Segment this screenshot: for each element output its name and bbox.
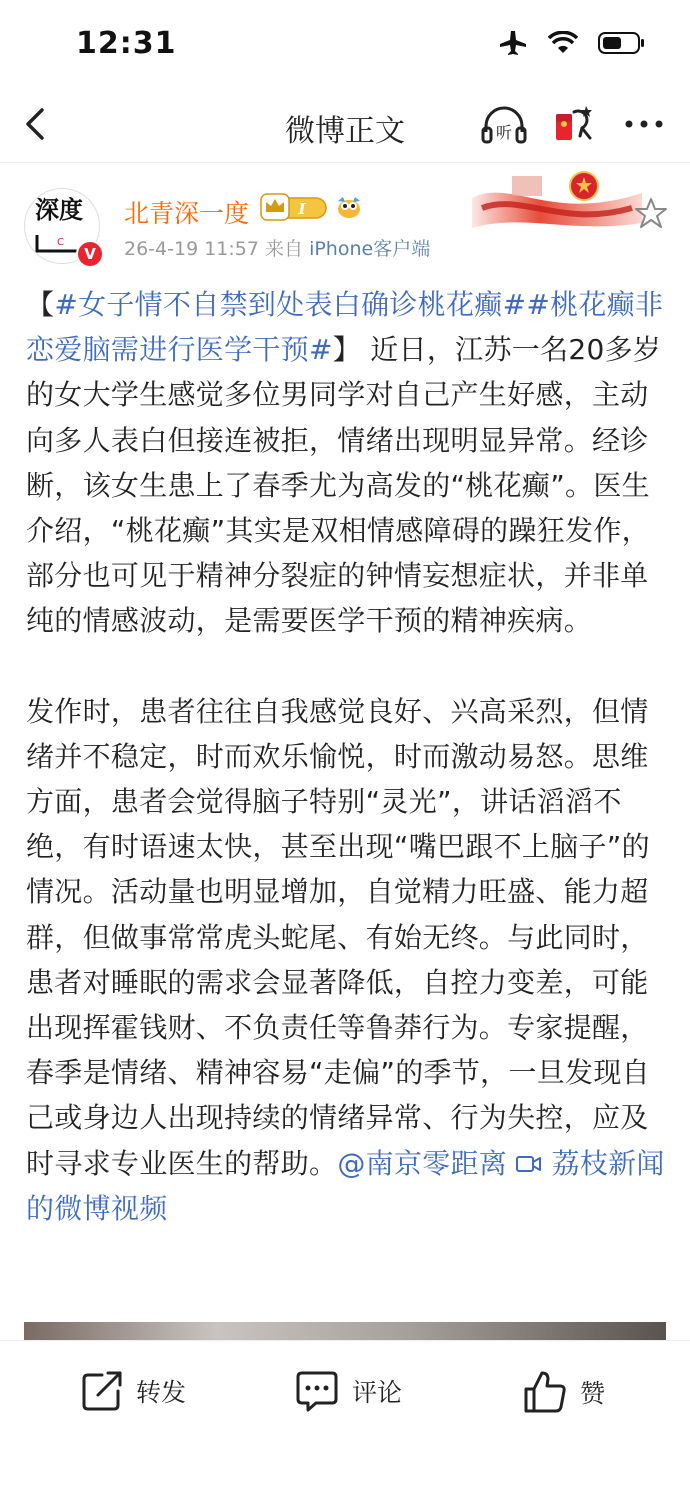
post-timestamp: 26-4-19 11:57 [124,238,259,260]
level-badge-label: I [298,200,306,218]
listen-button[interactable] [480,102,528,146]
paragraph-gap [26,644,666,689]
topic-bracket-close: 】 [332,333,362,367]
post-paragraph-2 [26,689,666,1231]
listen-label: 听 [495,123,513,142]
status-time: 12:31 [76,26,177,61]
author-header [0,162,690,272]
status-bar [0,0,690,90]
wifi-icon [548,31,578,59]
red-packet-button[interactable] [550,102,598,146]
comment-label: 评论 [352,1378,403,1407]
repost-button[interactable] [80,1369,186,1413]
fish-mascot-badge-icon[interactable] [334,193,364,221]
avatar-logo-text: 深度 [35,195,83,224]
svg-text:C: C [57,237,64,248]
repost-icon [80,1369,124,1413]
video-camera-icon [516,1154,542,1174]
comment-icon [294,1369,340,1413]
favorite-button[interactable] [634,196,668,230]
more-button[interactable] [620,102,668,146]
post-paragraph-1 [26,282,666,644]
more-icon [624,119,664,129]
repost-label: 转发 [136,1378,187,1407]
status-icons [498,30,646,60]
verified-badge: V [76,240,104,268]
topic-link-2[interactable]: #桃花癫非恋爱脑需进行医学干预# [26,288,664,367]
action-bar [0,1340,690,1494]
nav-bar [0,90,690,163]
post-source[interactable]: iPhone客户端 [309,238,431,260]
topic-link-1[interactable]: #女子情不自禁到处表白确诊桃花癫# [54,288,527,321]
comment-button[interactable] [294,1369,402,1413]
post-meta [124,234,430,261]
post-body [26,282,666,1231]
topic-bracket-open: 【 [26,288,55,321]
page-title: 微博正文 [285,114,405,149]
source-prefix: 来自 [265,238,304,260]
author-badges [260,192,364,222]
star-icon [634,196,668,230]
mention-link[interactable]: @南京零距离 [337,1146,508,1180]
like-label: 赞 [580,1379,606,1408]
like-button[interactable] [522,1369,605,1415]
video-link[interactable]: 荔枝新闻的微博视频 [26,1146,665,1225]
flag-banner-decoration [472,168,642,234]
crown-level-badge-icon[interactable] [260,192,328,222]
headphones-listen-icon [480,102,528,146]
video-thumbnail-preview[interactable] [24,1322,666,1340]
author-name[interactable]: 北青深一度 [124,199,250,228]
post-paragraph-1-text: 近日，江苏一名20多岁的女大学生感觉多位男同学对自己产生好感，主动向多人表白但接连被拒，情绪出现明显异常。经诊断，该女生患上了春季尤为高发的“桃花癫”。医生介绍，“桃花癫”其实是双相情感障碍的躁狂发作，部分也可见于精神分裂症的钟情妄想症状，并非单纯的情感波动，是需要医学干预的精神疾病。 [26,333,662,638]
red-packet-icon [552,102,596,146]
battery-icon [598,31,646,59]
thumbs-up-icon [522,1369,568,1415]
post-paragraph-2-text: 发作时，患者往往自我感觉良好、兴高采烈，但情绪并不稳定，时而欢乐愉悦，时而激动易怒。思维方面，患者会觉得脑子特别“灵光”，讲话滔滔不绝，有时语速太快，甚至出现“嘴巴跟不上脑子”的情况。活动量也明显增加，自觉精力旺盛、能力超群，但做事常常虎头蛇尾、有始无终。与此同时，患者对睡眠的需求会显著降低，自控力变差，可能出现挥霍钱财、不负责任等鲁莽行为。专家提醒，春季是情绪、精神容易“走偏”的季节，一旦发现自己或身边人出现持续的情绪异常、行为失控，应及时寻求专业医生的帮助。 [26,694,650,1180]
airplane-icon [498,30,528,60]
nav-actions [480,102,668,146]
